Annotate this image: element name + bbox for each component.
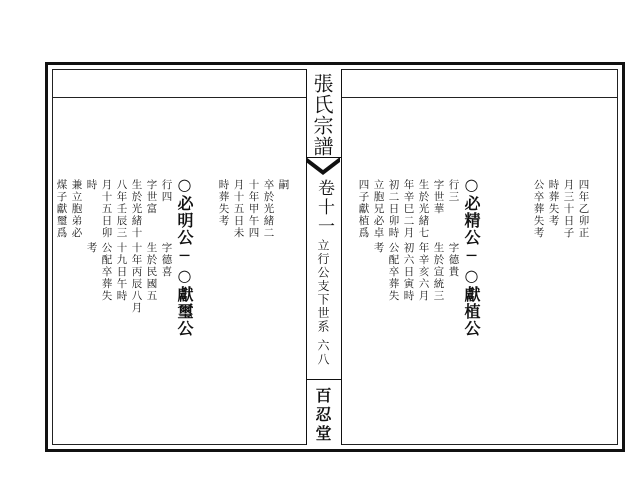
text-column: 字世富 [145,179,158,215]
text-column: 月十五日卯 [100,179,113,239]
text-column: 時葬失考 [547,179,560,227]
fishtail-mark-icon [306,157,340,175]
descendant-name: 獻植公 [462,286,481,337]
dash-connector: ─ [462,246,481,266]
genealogy-title: 張氏宗譜 [310,73,334,157]
text-column: 生於光緒十 [130,179,143,239]
hall-rule [307,379,341,380]
text-column: 兼立胞弟必 [70,179,83,239]
text-column: 考 [372,242,385,254]
text-column: 十年丙辰八月 [130,242,143,314]
circle-mark-icon: ○ [462,175,481,195]
text-column: 考 [85,242,98,254]
dash-connector: ─ [175,246,194,266]
text-column: 公卒葬失考 [532,179,545,239]
circle-mark-icon: ○ [175,266,194,286]
hall-name: 百忍堂 [313,387,332,444]
text-column: 立胞兄必卓 [372,179,385,239]
text-column: 時葬失考 [217,179,230,227]
page-number: 六八 [316,339,330,367]
text-column: 嗣 [277,179,290,191]
text-column: 初二日卯時 [387,179,400,239]
section-label: 立行公支下世系 [316,239,330,334]
ancestor-name-line [463,175,479,337]
text-column: 生於宣統三 [432,242,445,302]
text-column: 年辛亥六月 [417,242,430,302]
text-column: 月十五日未 [232,179,245,239]
page-frame [45,62,625,452]
text-column: 煤子獻璽爲 [55,179,68,239]
text-column: 公配卒葬失 [100,242,113,302]
text-column: 字世華 [432,179,445,215]
text-column: 字德貴 [447,242,460,278]
ancestor-name: 必明公 [175,195,194,246]
text-column: 四年乙卯正 [577,179,590,239]
text-column: 行三 [447,179,460,203]
text-column: 十年甲午四 [247,179,260,239]
ancestor-name: 必精公 [462,195,481,246]
text-column: 行四 [160,179,173,203]
text-column: 十九日午時 [115,242,128,302]
text-column: 月三十日子 [562,179,575,239]
circle-mark-icon: ○ [175,175,194,195]
inner-border [52,69,618,445]
text-column: 生於民國五 [145,242,158,302]
text-column: 時 [85,179,98,191]
text-column: 年辛巳二月 [402,179,415,239]
text-column: 八年壬辰三 [115,179,128,239]
text-column: 初六日寅時 [402,242,415,302]
text-column: 卒於光緒二 [262,179,275,239]
ancestor-name-line [176,175,192,337]
text-column: 四子獻植爲 [357,179,370,239]
text-column: 生於光緒七 [417,179,430,239]
circle-mark-icon: ○ [462,266,481,286]
text-column: 公配卒葬失 [387,242,400,302]
volume-label: 卷十一 [314,179,334,236]
descendant-name: 獻璽公 [175,286,194,337]
text-column: 字德喜 [160,242,173,278]
center-spine [306,69,342,445]
